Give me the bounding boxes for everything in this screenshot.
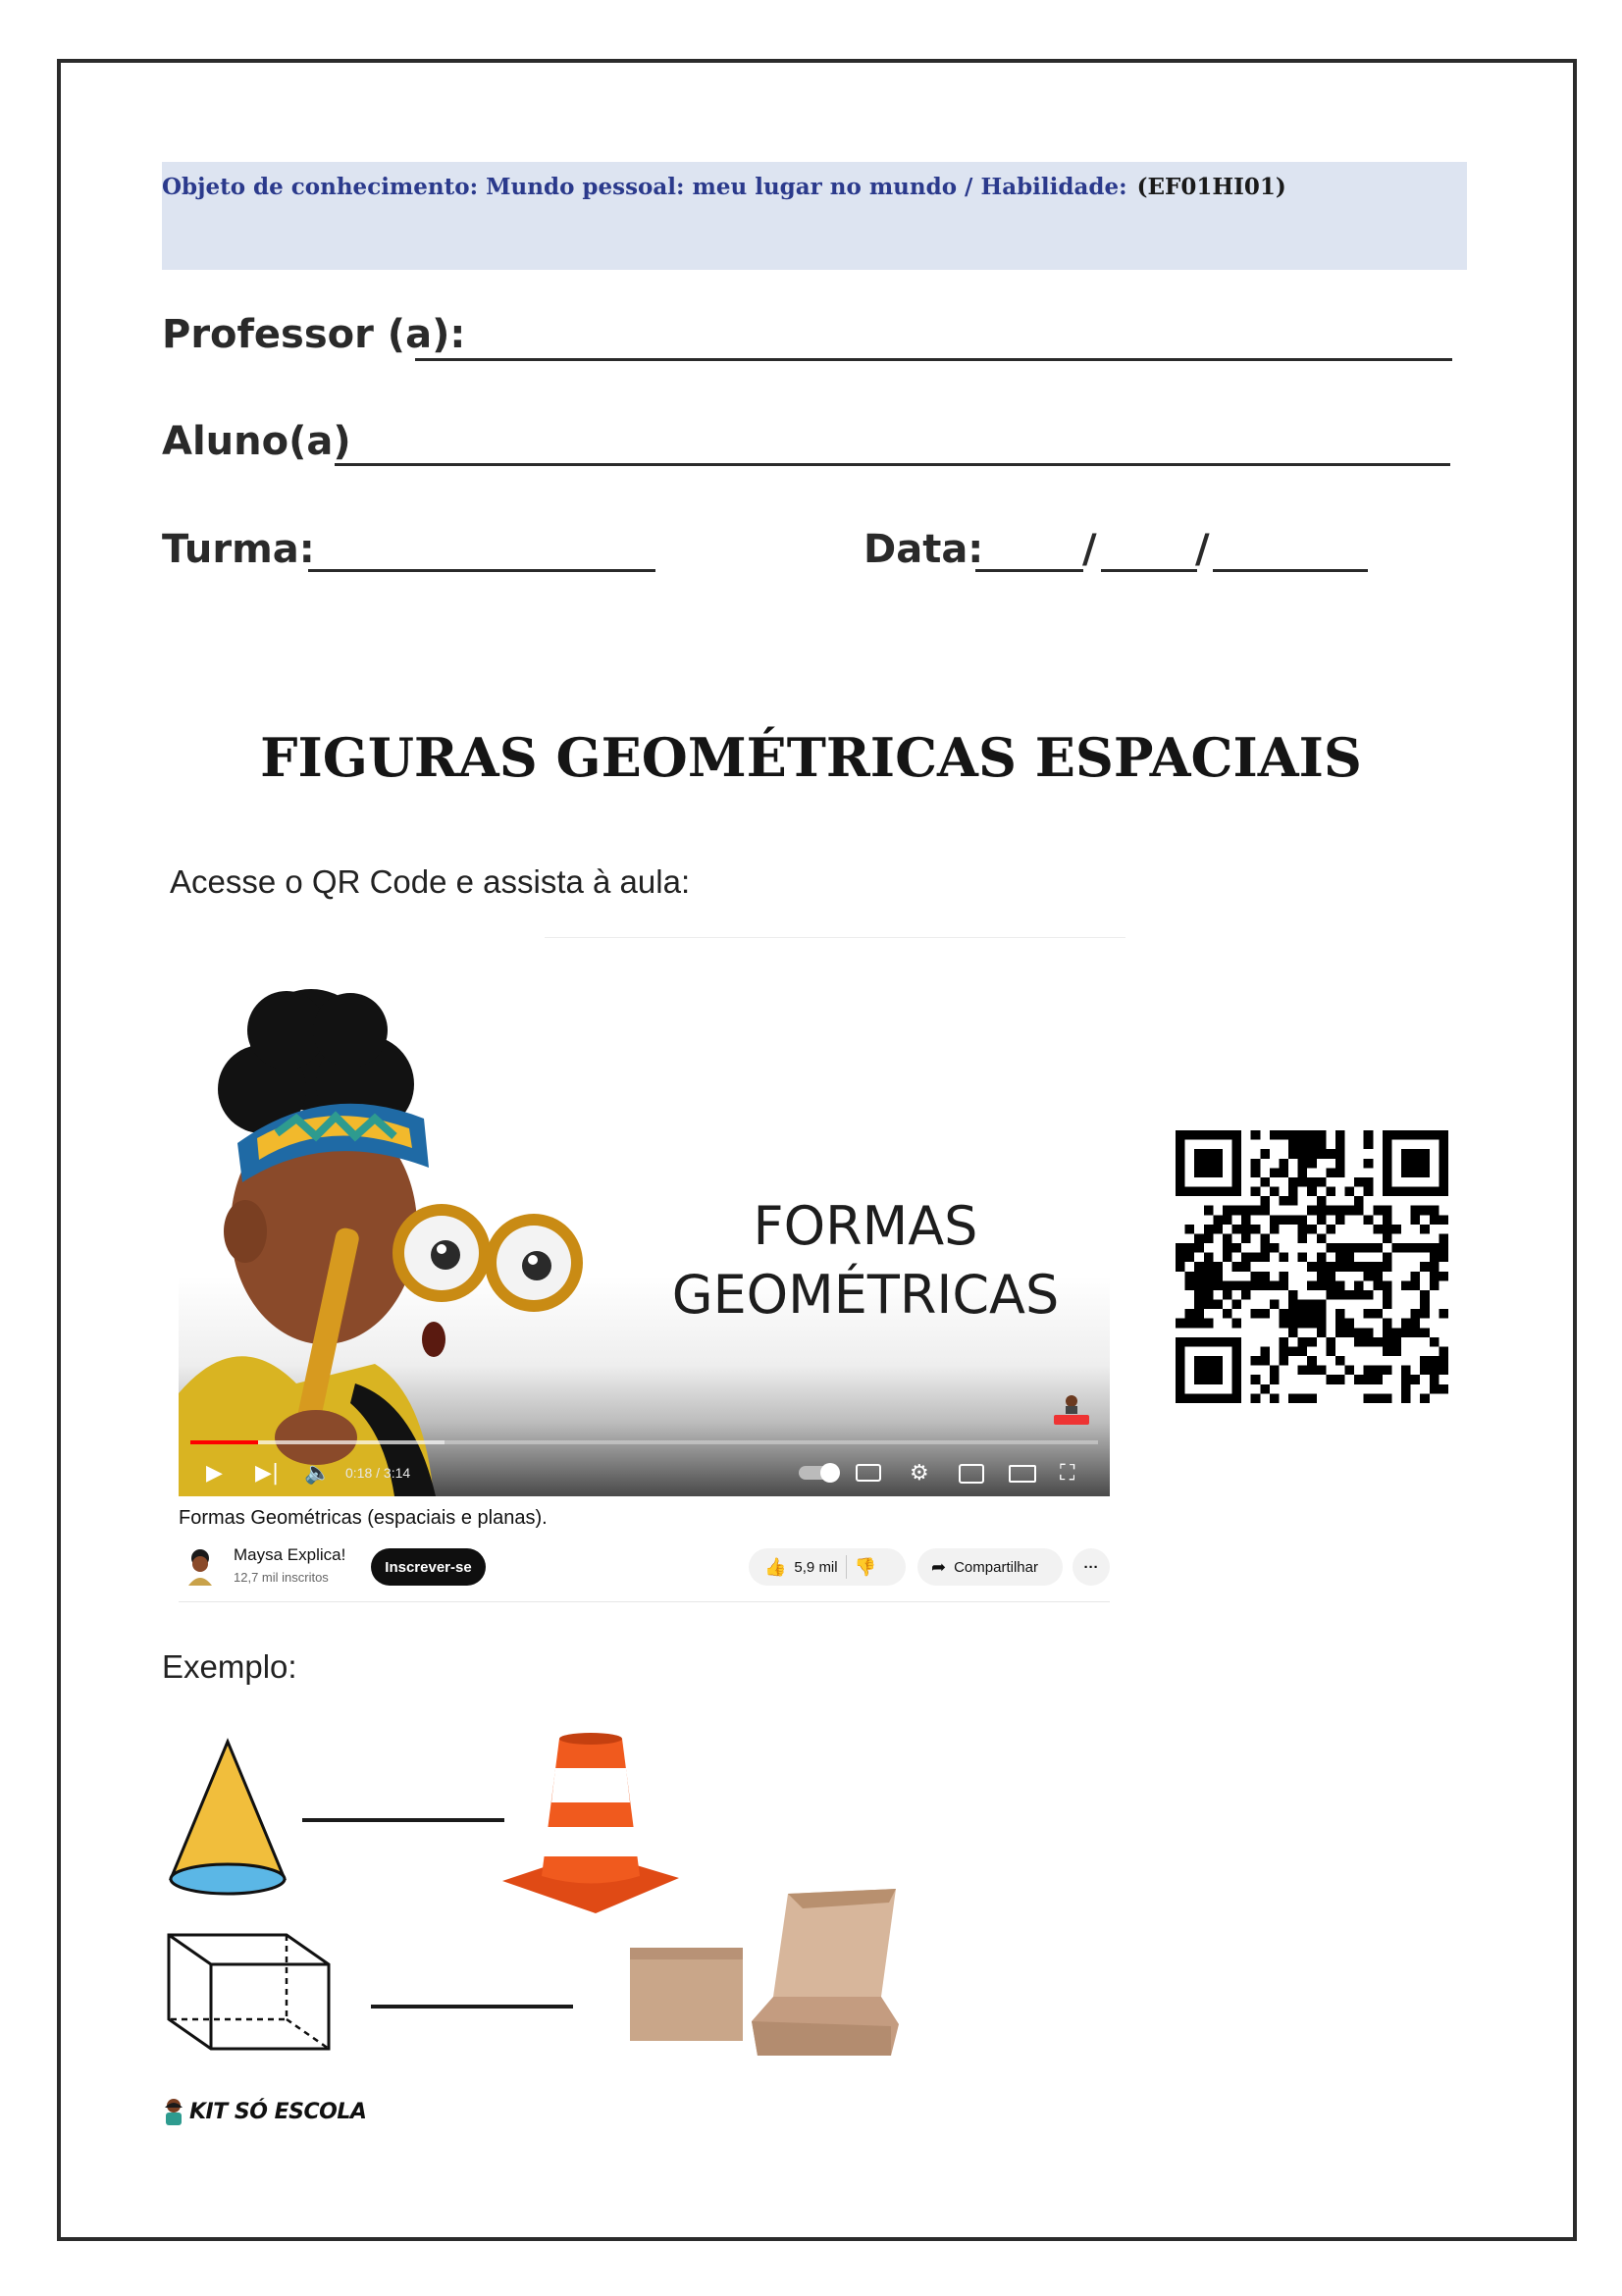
volume-icon[interactable]: 🔈 [304, 1461, 332, 1486]
thumbs-down-icon[interactable]: 👎 [854, 1556, 877, 1577]
teacher-input-line[interactable] [415, 358, 1452, 361]
date-slash-2: / [1195, 527, 1210, 572]
date-separator [1195, 527, 1210, 572]
divider [545, 937, 1125, 938]
brand-logo [162, 2098, 366, 2125]
like-count[interactable]: 5,9 mil [794, 1558, 838, 1576]
thumbnail-title-line-1: FORMAS [753, 1195, 978, 1257]
autoplay-toggle[interactable] [799, 1466, 836, 1480]
cardboard-boxes-image [626, 1889, 911, 2061]
instruction-text: Acesse o QR Code e assista à aula: [170, 863, 691, 900]
student-input-line[interactable] [335, 463, 1450, 466]
channel-avatar[interactable] [183, 1548, 218, 1586]
subscriber-count: 12,7 mil inscritos [234, 1570, 329, 1585]
traffic-cone-image [502, 1729, 679, 1915]
date-label: Data: [863, 527, 984, 572]
header-text [162, 174, 1286, 200]
date-day-line[interactable] [975, 569, 1083, 572]
miniplayer-icon[interactable] [959, 1464, 984, 1484]
brand-mascot-icon [162, 2098, 185, 2125]
thumbnail-title [659, 1192, 1072, 1330]
fullscreen-icon[interactable]: ⛶ [1060, 1461, 1075, 1486]
match-line [371, 2005, 573, 2009]
channel-name[interactable]: Maysa Explica! [234, 1545, 346, 1564]
date-month-line[interactable] [1101, 569, 1197, 572]
theater-icon[interactable] [1009, 1465, 1036, 1483]
divider [179, 1601, 1110, 1602]
play-icon[interactable]: ▶ [206, 1461, 223, 1486]
header-banner [162, 162, 1467, 270]
time-display: 0:18 / 3:14 [345, 1465, 411, 1481]
rectangular-prism-figure [167, 1931, 334, 2054]
channel-watermark-icon [1052, 1393, 1091, 1427]
thumbs-up-icon[interactable]: 👍 [764, 1556, 787, 1577]
class-input-line[interactable] [308, 569, 655, 572]
page-title: FIGURAS GEOMÉTRICAS ESPACIAIS [260, 726, 1362, 789]
subscribe-button[interactable]: Inscrever-se [371, 1548, 486, 1586]
share-button[interactable] [917, 1548, 1063, 1586]
more-options-button[interactable]: ··· [1073, 1548, 1110, 1586]
cone-figure [167, 1737, 289, 1904]
knowledge-label: Objeto de conhecimento: Mundo pessoal: meu lugar no mundo / Habilidade: [162, 174, 1127, 200]
like-dislike-group [749, 1548, 906, 1586]
next-icon[interactable]: ▶| [255, 1461, 280, 1486]
video-caption[interactable]: Formas Geométricas (espaciais e planas). [179, 1507, 548, 1529]
qr-code[interactable] [1176, 1130, 1448, 1403]
progress-bar[interactable] [190, 1440, 1098, 1444]
settings-icon[interactable]: ⚙ [910, 1461, 929, 1486]
date-slash-1: / [1082, 527, 1097, 572]
progress-played [190, 1440, 258, 1444]
brand-name: KIT SÓ ESCOLA [189, 2099, 367, 2124]
student-label: Aluno(a) [162, 419, 351, 464]
video-player[interactable] [179, 971, 1110, 1496]
class-field [162, 527, 315, 572]
example-label: Exemplo: [162, 1648, 297, 1685]
subtitles-icon[interactable] [856, 1464, 881, 1482]
cartoon-character-illustration [179, 971, 630, 1496]
skill-code: (EF01HI01) [1136, 174, 1286, 200]
date-separator [1082, 527, 1097, 572]
date-year-line[interactable] [1213, 569, 1368, 572]
class-label: Turma: [162, 527, 315, 572]
teacher-label: Professor (a): [162, 312, 466, 357]
match-line [302, 1818, 504, 1822]
thumbnail-title-line-2: GEOMÉTRICAS [671, 1264, 1060, 1326]
share-icon: ➦ [931, 1556, 947, 1577]
share-label: Compartilhar [954, 1558, 1038, 1576]
teacher-field [162, 312, 465, 357]
student-field [162, 419, 351, 464]
date-field [863, 527, 983, 572]
